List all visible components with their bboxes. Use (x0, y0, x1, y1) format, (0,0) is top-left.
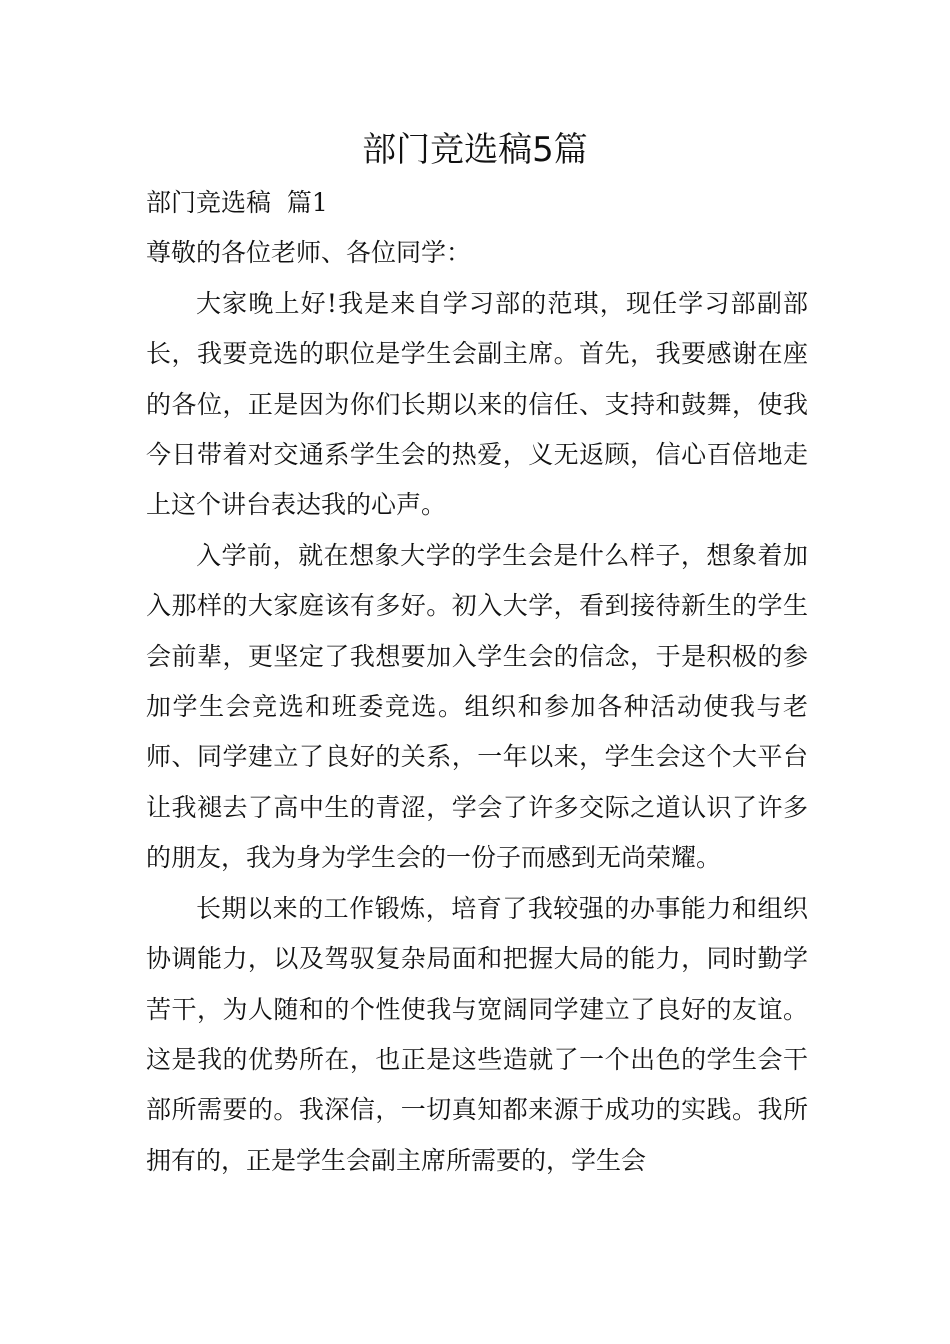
section-heading: 部门竞选稿 篇1 (146, 188, 328, 217)
document-title: 部门竞选稿5篇 (362, 130, 588, 170)
paragraph-1: 大家晚上好!我是来自学习部的范琪，现任学习部副部长，我要竞选的职位是学生会副主席。首先，我要感谢在座的各位，正是因为你们长期以来的信任、支持和鼓舞，使我今日带着对交通系学生会的热爱，义无返顾，信心百倍地走上这个讲台表达我的心声。 (146, 288, 808, 520)
paragraph-2: 入学前，就在想象大学的学生会是什么样子，想象着加入那样的大家庭该有多好。初入大学，看到接待新生的学生会前辈，更坚定了我想要加入学生会的信念，于是积极的参加学生会竞选和班委竞选。组织和参加各种活动使我与老师、同学建立了良好的关系，一年以来，学生会这个大平台让我褪去了高中生的青涩，学会了许多交际之道认识了许多的朋友，我为身为学生会的一份子而感到无尚荣耀。 (146, 540, 808, 873)
salutation: 尊敬的各位老师、各位同学： (146, 238, 472, 268)
paragraph-3: 长期以来的工作锻炼，培育了我较强的办事能力和组织协调能力，以及驾驭复杂局面和把握大局的能力，同时勤学苦干，为人随和的个性使我与宽阔同学建立了良好的友谊。这是我的优势所在，也正是这些造就了一个出色的学生会干部所需要的。我深信，一切真知都来源于成功的实践。我所拥有的，正是学生会副主席所需要的，学生会 (146, 893, 808, 1175)
document-body (146, 178, 808, 1186)
